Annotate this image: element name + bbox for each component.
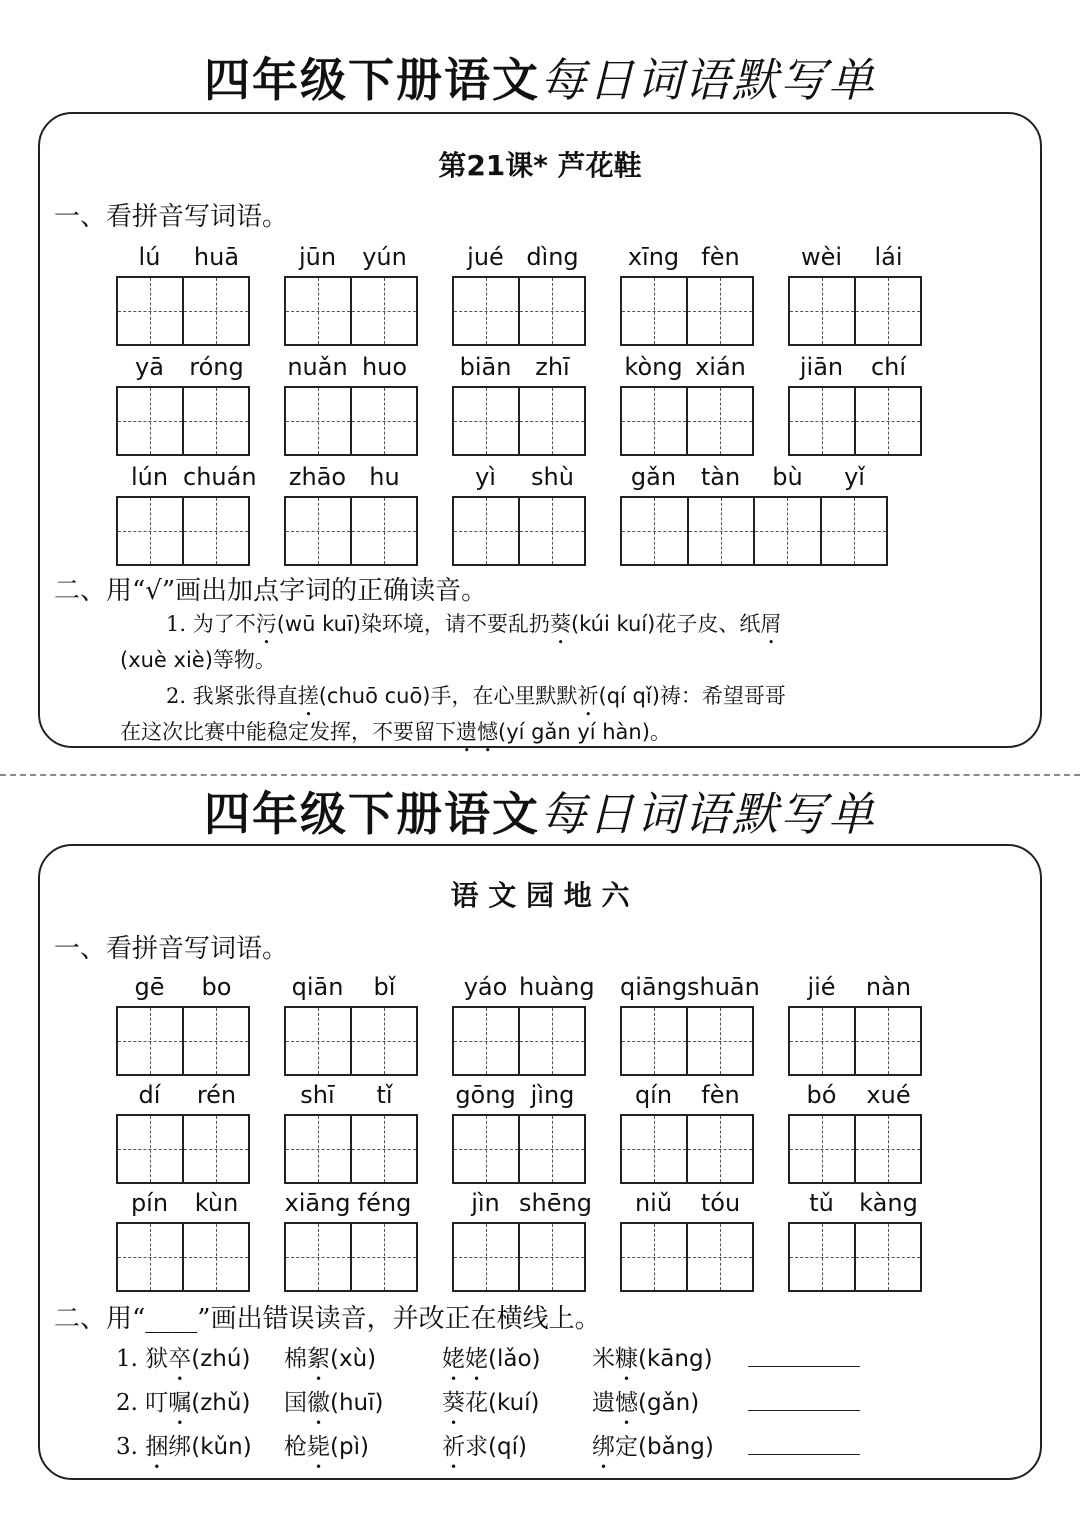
word-group (116, 970, 250, 1078)
pinyin-label: bo (201, 973, 232, 1001)
tianzige-cell[interactable] (856, 1008, 920, 1074)
pinyin-label: qiāng (620, 973, 688, 1001)
tianzige-box[interactable] (452, 1222, 586, 1292)
word-group (452, 1078, 586, 1186)
tianzige-cell[interactable] (622, 1116, 688, 1182)
item-text: 遗 (592, 1390, 615, 1416)
tianzige-box[interactable] (452, 386, 586, 456)
tianzige-cell[interactable] (352, 498, 416, 564)
q1-text: 等物。 (212, 648, 276, 672)
word-group (284, 240, 418, 348)
pinyin-label: yì (475, 463, 496, 491)
tianzige-box[interactable] (788, 1222, 922, 1292)
q2-text: 在这次比赛中能稳定发挥，不要留下 (120, 720, 456, 744)
tianzige-cell[interactable] (184, 1116, 248, 1182)
pinyin-label: zhī (535, 353, 570, 381)
word-group (620, 970, 760, 1078)
pinyin-label: bǐ (373, 973, 396, 1001)
item-text: 国 (284, 1390, 307, 1416)
item-pinyin[interactable]: (zhú) (191, 1346, 251, 1372)
tianzige-box[interactable] (788, 1006, 922, 1076)
pinyin-label: yǐ (844, 463, 865, 491)
sheet1-title (0, 52, 1080, 108)
tianzige-cell[interactable] (184, 278, 248, 344)
word-group (620, 350, 754, 458)
answer-blank-line[interactable] (730, 1388, 860, 1412)
pinyin-label: fèn (701, 243, 740, 271)
word-group (116, 1078, 250, 1186)
tianzige-cell[interactable] (118, 278, 184, 344)
item-pinyin[interactable]: (pì) (330, 1434, 369, 1460)
tianzige-box[interactable] (788, 276, 922, 346)
item-pinyin[interactable]: (kāng) (638, 1346, 713, 1372)
item-pinyin[interactable]: (zhǔ) (191, 1390, 251, 1416)
pinyin-label: biān (459, 353, 512, 381)
word-group (116, 240, 250, 348)
tianzige-box[interactable] (452, 496, 586, 566)
q1-pinyin-choice[interactable]: (wū kuī) (276, 612, 361, 636)
tianzige-cell[interactable] (454, 1116, 520, 1182)
tianzige-box[interactable] (116, 1006, 250, 1076)
correction-item[interactable] (442, 1340, 541, 1386)
tianzige-box[interactable] (284, 1114, 418, 1184)
correction-item[interactable] (284, 1428, 369, 1474)
tianzige-box[interactable] (284, 276, 418, 346)
tianzige-cell[interactable] (622, 1008, 688, 1074)
sheet1-q1-line1 (166, 608, 781, 649)
pinyin-label: shù (531, 463, 574, 491)
pinyin-label: lú (138, 243, 161, 271)
sheet2-title-rest: 每日词语默写单 (540, 787, 876, 841)
word-group (620, 460, 888, 568)
q1-dotted-word: 污 (255, 612, 277, 636)
q1-dotted-word: 屑 (760, 612, 782, 636)
word-group (452, 460, 586, 568)
sheet1-card (38, 112, 1042, 748)
pinyin-label: pín (130, 1189, 169, 1217)
correction-item[interactable] (592, 1428, 714, 1474)
tianzige-box[interactable] (788, 386, 922, 456)
correction-item[interactable] (116, 1428, 252, 1474)
tianzige-cell[interactable] (352, 278, 416, 344)
correction-item[interactable] (592, 1340, 713, 1386)
tianzige-cell[interactable] (822, 498, 887, 564)
item-dotted-word: 糠 (615, 1346, 638, 1372)
tianzige-box[interactable] (116, 1114, 250, 1184)
pinyin-label: shī (300, 1081, 335, 1109)
tianzige-cell[interactable] (184, 1008, 248, 1074)
tianzige-cell[interactable] (286, 1008, 352, 1074)
item-text: 枪 (284, 1434, 307, 1460)
item-dotted-word: 毙 (307, 1434, 330, 1460)
word-group (788, 1078, 922, 1186)
word-group (284, 970, 418, 1078)
word-group (284, 1186, 418, 1294)
q2-pinyin-choice[interactable]: (chuō cuō) (318, 684, 431, 708)
tianzige-cell[interactable] (856, 1116, 920, 1182)
pinyin-label: lái (874, 243, 903, 271)
tianzige-cell[interactable] (520, 1008, 584, 1074)
pinyin-label: xué (866, 1081, 911, 1109)
pinyin-label: bó (806, 1081, 837, 1109)
pinyin-label: zhāo (288, 463, 347, 491)
tianzige-box[interactable] (620, 1222, 754, 1292)
tianzige-cell[interactable] (790, 1008, 856, 1074)
item-dotted-word: 卒 (168, 1346, 192, 1372)
sheet1-lesson-title: 第21课* 芦花鞋 (438, 149, 642, 182)
tianzige-cell[interactable] (520, 1224, 584, 1290)
tianzige-cell[interactable] (352, 1224, 416, 1290)
tianzige-cell[interactable] (118, 388, 184, 454)
item-dotted-word: 祈 (442, 1434, 465, 1460)
word-group (620, 1186, 754, 1294)
tianzige-cell[interactable] (622, 498, 689, 564)
tianzige-cell[interactable] (286, 278, 352, 344)
pinyin-label: huo (361, 353, 408, 381)
tianzige-cell[interactable] (790, 388, 856, 454)
sheet2-lesson-title: 语 文 园 地 六 (450, 879, 630, 912)
correction-item[interactable] (442, 1384, 540, 1430)
pinyin-label: tóu (700, 1189, 741, 1217)
item-dotted-word: 憾 (615, 1390, 638, 1416)
item-pinyin[interactable]: (huī) (330, 1390, 384, 1416)
pinyin-label: shēng (519, 1189, 592, 1217)
tianzige-box[interactable] (452, 1006, 586, 1076)
sheet2-title-bold: 四年级下册语文 (204, 787, 540, 841)
q1-dotted-word: 葵 (549, 612, 571, 636)
tianzige-cell[interactable] (790, 278, 856, 344)
tianzige-cell[interactable] (856, 388, 920, 454)
tianzige-cell[interactable] (520, 498, 584, 564)
sheet2-card (38, 844, 1042, 1480)
tianzige-cell[interactable] (352, 1116, 416, 1182)
word-group (452, 350, 586, 458)
word-group (788, 970, 922, 1078)
tianzige-cell[interactable] (790, 1116, 856, 1182)
item-dotted-word: 姥姥 (442, 1346, 488, 1372)
tianzige-cell[interactable] (454, 1224, 520, 1290)
tianzige-cell[interactable] (688, 278, 752, 344)
tianzige-box[interactable] (116, 496, 250, 566)
q1-pinyin-choice[interactable]: (xuè xiè) (120, 648, 213, 672)
item-text: 3. (116, 1434, 146, 1460)
item-dotted-word: 绑 (592, 1434, 615, 1460)
pinyin-label: lún (130, 463, 169, 491)
answer-blank-line[interactable] (730, 1344, 860, 1368)
sheet2-title (0, 786, 1080, 842)
word-group (116, 350, 250, 458)
pinyin-label: niǔ (634, 1189, 673, 1217)
correction-item[interactable] (442, 1428, 527, 1474)
tianzige-box[interactable] (620, 496, 888, 566)
pinyin-label: gē (134, 973, 165, 1001)
pinyin-label: yáo (463, 973, 508, 1001)
q1-pinyin-choice[interactable]: (kúi kuí) (570, 612, 656, 636)
tianzige-cell[interactable] (454, 388, 520, 454)
pinyin-label: tǔ (809, 1189, 834, 1217)
tianzige-box[interactable] (284, 386, 418, 456)
correction-item[interactable] (116, 1384, 250, 1430)
tianzige-cell[interactable] (755, 498, 822, 564)
pinyin-label: chuán (183, 463, 257, 491)
item-pinyin[interactable]: 定(bǎng) (615, 1434, 714, 1460)
item-dotted-word: 徽 (307, 1390, 330, 1416)
sheet2-section2-heading: 二、用“____”画出错误读音，并改正在横线上。 (54, 1304, 601, 1334)
word-group (116, 460, 257, 568)
q2-text: 手，在心里默默 (430, 684, 578, 708)
item-text: 棉 (284, 1346, 307, 1372)
tianzige-cell[interactable] (118, 498, 184, 564)
tianzige-cell[interactable] (856, 278, 920, 344)
sheet1-q1-line2 (120, 644, 276, 674)
pinyin-label: jiān (799, 353, 844, 381)
item-pinyin[interactable]: 绑(kǔn) (168, 1434, 252, 1460)
q1-text: 花子皮、纸 (655, 612, 761, 636)
tianzige-cell[interactable] (286, 388, 352, 454)
tianzige-cell[interactable] (790, 1224, 856, 1290)
pinyin-label: nuǎn (287, 353, 348, 381)
tianzige-cell[interactable] (520, 278, 584, 344)
tianzige-box[interactable] (620, 1114, 754, 1184)
q2-dotted-word: 祈 (577, 684, 599, 708)
tianzige-box[interactable] (452, 1114, 586, 1184)
tianzige-box[interactable] (116, 1222, 250, 1292)
tianzige-box[interactable] (284, 1006, 418, 1076)
item-dotted-word: 嘱 (168, 1390, 192, 1416)
pinyin-label: jié (807, 973, 836, 1001)
pinyin-label: kùn (194, 1189, 239, 1217)
sheet1-q2-line1 (166, 680, 786, 721)
tianzige-cell[interactable] (688, 388, 752, 454)
tianzige-cell[interactable] (184, 498, 248, 564)
tianzige-box[interactable] (452, 276, 586, 346)
answer-blank-line[interactable] (730, 1432, 860, 1456)
pinyin-label: chí (870, 353, 907, 381)
tianzige-cell[interactable] (688, 1008, 752, 1074)
word-group (788, 1186, 922, 1294)
word-group (116, 1186, 250, 1294)
pinyin-label: gōng (455, 1081, 516, 1109)
pinyin-label: huàng (519, 973, 595, 1001)
q2-dotted-word: 搓 (297, 684, 319, 708)
pinyin-label: kàng (859, 1189, 918, 1217)
item-pinyin[interactable]: (xù) (330, 1346, 377, 1372)
tianzige-box[interactable] (620, 386, 754, 456)
tianzige-box[interactable] (620, 1006, 754, 1076)
q1-text: 1. 为了不 (166, 612, 256, 636)
pinyin-label: qiān (291, 973, 344, 1001)
pinyin-label: gǎn (630, 463, 677, 491)
tianzige-cell[interactable] (622, 278, 688, 344)
pinyin-label: bù (772, 463, 803, 491)
sheet1-section1-heading: 一、看拼音写词语。 (54, 202, 289, 232)
word-group (284, 350, 418, 458)
word-group (788, 240, 922, 348)
correction-item[interactable] (116, 1340, 250, 1386)
pinyin-label: jué (467, 243, 504, 271)
tianzige-box[interactable] (116, 386, 250, 456)
word-group (452, 240, 586, 348)
pinyin-label: dìng (526, 243, 579, 271)
item-pinyin[interactable]: (lǎo) (488, 1346, 541, 1372)
tianzige-cell[interactable] (622, 388, 688, 454)
tianzige-cell[interactable] (118, 1008, 184, 1074)
tianzige-cell[interactable] (352, 1008, 416, 1074)
pinyin-label: jìng (530, 1081, 575, 1109)
tianzige-cell[interactable] (184, 388, 248, 454)
tianzige-cell[interactable] (286, 1116, 352, 1182)
item-pinyin[interactable]: 花(kuí) (465, 1390, 540, 1416)
pinyin-label: xián (695, 353, 746, 381)
pinyin-label: nàn (865, 973, 912, 1001)
cut-line-divider (0, 774, 1080, 776)
tianzige-cell[interactable] (520, 388, 584, 454)
item-dotted-word: 葵 (442, 1390, 465, 1416)
pinyin-label: qín (634, 1081, 673, 1109)
tianzige-cell[interactable] (688, 1224, 752, 1290)
tianzige-cell[interactable] (286, 1224, 352, 1290)
pinyin-label: dí (138, 1081, 161, 1109)
sheet1-title-rest: 每日词语默写单 (540, 53, 876, 107)
pinyin-label: féng (357, 1189, 412, 1217)
pinyin-label: wèi (800, 243, 843, 271)
pinyin-label: tǐ (376, 1081, 393, 1109)
correction-item[interactable] (284, 1384, 384, 1430)
tianzige-box[interactable] (284, 496, 418, 566)
tianzige-cell[interactable] (286, 498, 352, 564)
q2-text: 2. 我紧张得直 (166, 684, 298, 708)
pinyin-label: shuān (687, 973, 760, 1001)
item-pinyin[interactable]: 求(qí) (465, 1434, 527, 1460)
tianzige-cell[interactable] (622, 1224, 688, 1290)
tianzige-cell[interactable] (352, 388, 416, 454)
pinyin-label: jìn (471, 1189, 500, 1217)
tianzige-cell[interactable] (856, 1224, 920, 1290)
pinyin-label: xīng (627, 243, 680, 271)
q2-pinyin-choice[interactable]: (yí gǎn yí hàn) (498, 720, 650, 744)
tianzige-cell[interactable] (688, 1116, 752, 1182)
tianzige-box[interactable] (620, 276, 754, 346)
tianzige-cell[interactable] (184, 1224, 248, 1290)
sheet1-section2-heading: 二、用“√”画出加点字词的正确读音。 (54, 576, 488, 606)
item-dotted-word: 捆 (145, 1434, 169, 1460)
item-text: 米 (592, 1346, 615, 1372)
q2-text: 。 (649, 720, 671, 744)
pinyin-label: hu (369, 463, 400, 491)
item-pinyin[interactable]: (gǎn) (638, 1390, 700, 1416)
pinyin-label: rén (196, 1081, 237, 1109)
tianzige-cell[interactable] (118, 1116, 184, 1182)
q2-text: 祷：希望哥哥 (659, 684, 786, 708)
item-dotted-word: 絮 (307, 1346, 330, 1372)
pinyin-label: yā (135, 353, 164, 381)
tianzige-cell[interactable] (689, 498, 756, 564)
pinyin-label: fèn (701, 1081, 740, 1109)
item-text: 2. 叮 (116, 1390, 169, 1416)
word-group (620, 240, 754, 348)
word-group (788, 350, 922, 458)
tianzige-cell[interactable] (454, 498, 520, 564)
pinyin-label: tàn (700, 463, 741, 491)
sheet1-q2-line2 (120, 716, 671, 757)
correction-item[interactable] (284, 1340, 376, 1386)
word-group (284, 1078, 418, 1186)
tianzige-cell[interactable] (454, 1008, 520, 1074)
pinyin-label: kòng (624, 353, 683, 381)
tianzige-cell[interactable] (454, 278, 520, 344)
item-text: 1. 狱 (116, 1346, 169, 1372)
word-group (284, 460, 418, 568)
tianzige-box[interactable] (284, 1222, 418, 1292)
tianzige-cell[interactable] (520, 1116, 584, 1182)
correction-item[interactable] (592, 1384, 699, 1430)
q2-dotted-word: 遗憾 (456, 720, 498, 744)
pinyin-label: jūn (298, 243, 337, 271)
sheet2-section1-heading: 一、看拼音写词语。 (54, 934, 289, 964)
q2-pinyin-choice[interactable]: (qí qǐ) (598, 684, 660, 708)
tianzige-cell[interactable] (118, 1224, 184, 1290)
tianzige-box[interactable] (116, 276, 250, 346)
pinyin-label: róng (189, 353, 244, 381)
q1-text: 染环境，请不要乱扔 (360, 612, 550, 636)
word-group (452, 1186, 592, 1294)
sheet1-title-bold: 四年级下册语文 (204, 53, 540, 107)
pinyin-label: huā (193, 243, 240, 271)
word-group (452, 970, 595, 1078)
word-group (620, 1078, 754, 1186)
pinyin-label: xiāng (284, 1189, 351, 1217)
pinyin-label: yún (362, 243, 407, 271)
tianzige-box[interactable] (788, 1114, 922, 1184)
